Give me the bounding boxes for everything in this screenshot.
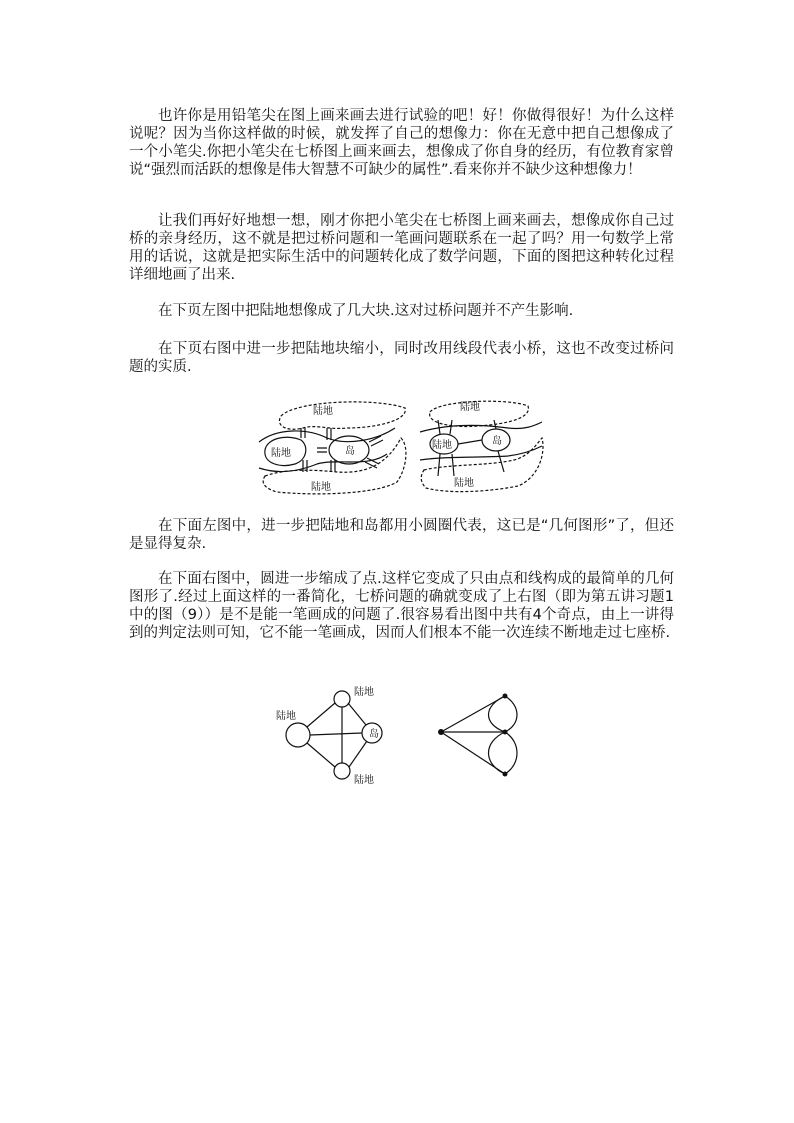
figure-circles-graph [272, 685, 392, 785]
paragraph-circles: 在下面左图中，进一步把陆地和岛都用小圆圈代表，这已是“几何图形”了，但还是显得复杂. [129, 518, 674, 552]
figure-segment-bridges [418, 398, 548, 496]
fig1-left-land-bottom-label: 陆地 [311, 482, 331, 493]
paragraph-points: 在下面右图中，圆进一步缩成了点.这样它变成了只由点和线构成的最简单的几何图形了.经过上面这样的一番简化，七桥问题的确就变成了上右图（即为第五讲习题1中的图（9））是不是能一笔画成的问题了.很容易看出图中共有4个奇点，由上一讲得到的判定法则可知，它不能一笔画成，因而人们根本不能一次连续不断地走过七座桥. [129, 571, 674, 641]
fig2-left-land-top-label: 陆地 [354, 687, 374, 698]
figure-points-graph [433, 690, 523, 780]
fig2-left-land-left-label: 陆地 [276, 711, 296, 722]
fig1-left-land-left-label: 陆地 [271, 448, 291, 459]
fig1-right-land-top-label: 陆地 [460, 402, 480, 413]
fig2-left-island-label: 岛 [369, 729, 379, 740]
paragraph-conversion: 让我们再好好地想一想，刚才你把小笔尖在七桥图上画来画去，想像成你自己过桥的亲身经历，这不就是把过桥问题和一笔画问题联系在一起了吗？用一句数学上常用的话说，这就是把实际生活中的问题转化成了数学问题，下面的图把这种转化过程详细地画了出来. [129, 213, 674, 283]
fig1-left-land-top-label: 陆地 [313, 406, 333, 417]
fig1-left-island-label: 岛 [345, 446, 355, 457]
figure-land-blocks [257, 398, 413, 498]
fig1-right-land-left-label: 陆地 [432, 440, 452, 451]
paragraph-shrink-land: 在下页右图中进一步把陆地块缩小，同时改用线段代表小桥，这也不改变过桥问题的实质. [129, 341, 674, 375]
fig2-left-land-bottom-label: 陆地 [354, 775, 374, 785]
paragraph-land-blocks: 在下页左图中把陆地想像成了几大块.这对过桥问题并不产生影响. [158, 303, 574, 319]
paragraph-imagination: 也许你是用铅笔尖在图上画来画去进行试验的吧！好！你做得很好！为什么这样说呢？因为当你这样做的时候，就发挥了自己的想像力：你在无意中把自己想像成了一个小笔尖.你把小笔尖在七桥图上画来画去，想像成了你自身的经历，有位教育家曾说“强烈而活跃的想像是伟大智慧不可缺少的属性”.看来你并不缺少这种想像力！ [129, 108, 674, 178]
fig1-right-island-label: 岛 [492, 436, 502, 447]
fig1-right-land-bottom-label: 陆地 [454, 478, 474, 489]
